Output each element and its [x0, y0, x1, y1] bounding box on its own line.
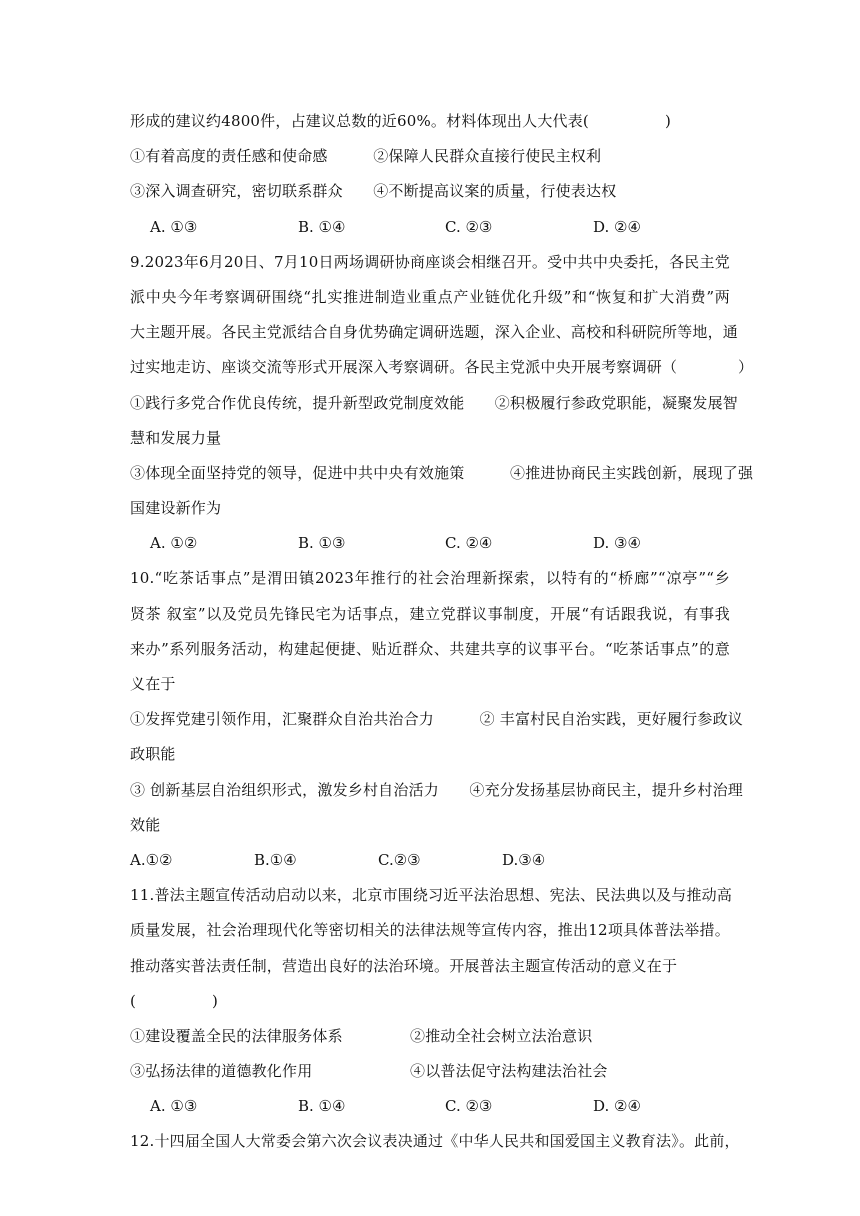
exam-page — [130, 104, 754, 1160]
q9-statement-1-2: ①践行多党合作优良传统，提升新型政党制度效能 ②积极履行参政党职能，凝聚发展智 — [130, 393, 739, 412]
q10-option-c[interactable]: C.②③ — [378, 850, 421, 869]
q11-stem-line: 质量发展，社会治理现代化等密切相关的法律法规等宣传内容，推出12项具体普法举措。 — [130, 921, 730, 940]
q8-stem-tail: 形成的建议约4800件，占建议总数的近60%。材料体现出人大代表( ) — [130, 112, 672, 130]
q10-stem-line: 贤茶 叙室”以及党员先锋民宅为话事点，建立党群议事制度，开展“有话跟我说，有事我 — [130, 604, 730, 623]
q10-statement-2-cont: 政职能 — [130, 745, 176, 764]
q8-option-d[interactable]: D. ②④ — [593, 217, 641, 236]
q11-option-a[interactable]: A. ①③ — [150, 1097, 198, 1116]
q9-options — [130, 526, 730, 561]
q9-stem-line: 9.2023年6月20日、7月10日两场调研协商座谈会相继召开。受中共中央委托，各民主党 — [130, 252, 730, 271]
q9-statement-2-cont: 慧和发展力量 — [130, 428, 222, 447]
q10-stem-line: 义在于 — [130, 675, 176, 693]
q8-option-c[interactable]: C. ②③ — [445, 217, 493, 236]
q9-option-b[interactable]: B. ①③ — [298, 534, 346, 553]
q8-option-b[interactable]: B. ①④ — [298, 217, 346, 236]
q12-stem-line: 12.十四届全国人大常委会第六次会议表决通过《中华人民共和国爱国主义教育法》。此前， — [130, 1132, 740, 1151]
q9-option-d[interactable]: D. ③④ — [593, 534, 641, 553]
q11-answer-blank: ( ) — [130, 991, 219, 1010]
q10-stem-line: 10.“吃茶话事点”是渭田镇2023年推行的社会治理新探索，以特有的“桥廊”“凉亭”“乡 — [130, 569, 730, 588]
q9-stem-line: 过实地走访、座谈交流等形式开展深入考察调研。各民主党派中央开展考察调研（ ） — [130, 358, 754, 377]
q10-statement-1-2: ①发挥党建引领作用，汇聚群众自治共治合力 ② 丰富村民自治实践，更好履行参政议 — [130, 710, 743, 729]
q9-statement-4-cont: 国建设新作为 — [130, 499, 222, 518]
q9-stem-line: 派中央今年考察调研围绕“扎实推进制造业重点产业链优化升级”和“恢复和扩大消费”两 — [130, 287, 730, 306]
q10-statement-3-4: ③ 创新基层自治组织形式，激发乡村自治活力 ④充分发扬基层协商民主，提升乡村治理 — [130, 780, 743, 799]
q8-statement-1-2: ①有着高度的责任感和使命感 ②保障人民群众直接行使民主权利 — [130, 147, 602, 166]
q8-statement-3-4: ③深入调查研究，密切联系群众 ④不断提高议案的质量，行使表达权 — [130, 182, 617, 201]
q11-statement-1-2 — [130, 1019, 730, 1054]
q9-option-c[interactable]: C. ②④ — [445, 534, 493, 553]
q10-options — [130, 843, 730, 878]
q9-option-a[interactable]: A. ①② — [150, 534, 198, 553]
q10-option-a[interactable]: A.①② — [130, 850, 173, 869]
q9-statement-3-4: ③体现全面坚持党的领导，促进中共中央有效施策 ④推进协商民主实践创新，展现了强 — [130, 463, 754, 482]
q11-option-b[interactable]: B. ①④ — [298, 1097, 346, 1116]
q11-statement-2: ②推动全社会树立法治意识 — [410, 1026, 593, 1045]
q10-statement-4-cont: 效能 — [130, 815, 161, 834]
q11-options — [130, 1089, 730, 1124]
q11-option-c[interactable]: C. ②③ — [445, 1097, 493, 1116]
q11-stem-line: 推动落实普法责任制，营造出良好的法治环境。开展普法主题宣传活动的意义在于 — [130, 956, 678, 975]
q11-statement-3-4 — [130, 1054, 730, 1089]
q10-option-b[interactable]: B.①④ — [254, 850, 297, 869]
q11-option-d[interactable]: D. ②④ — [593, 1097, 641, 1116]
q11-stem-line: 11.普法主题宣传活动启动以来，北京市围绕习近平法治思想、宪法、民法典以及与推动高 — [130, 886, 733, 905]
q10-option-d[interactable]: D.③④ — [502, 850, 546, 869]
q11-statement-4: ④以普法促守法构建法治社会 — [410, 1062, 608, 1081]
q11-statement-1: ①建设覆盖全民的法律服务体系 — [130, 1026, 343, 1045]
q8-options — [130, 210, 730, 245]
q8-option-a[interactable]: A. ①③ — [150, 217, 198, 236]
q11-statement-3: ③弘扬法律的道德教化作用 — [130, 1062, 313, 1081]
q9-stem-line: 大主题开展。各民主党派结合自身优势确定调研选题，深入企业、高校和科研院所等地，通 — [130, 323, 739, 342]
q10-stem-line: 来办”系列服务活动，构建起便捷、贴近群众、共建共享的议事平台。“吃茶话事点”的意 — [130, 639, 730, 658]
